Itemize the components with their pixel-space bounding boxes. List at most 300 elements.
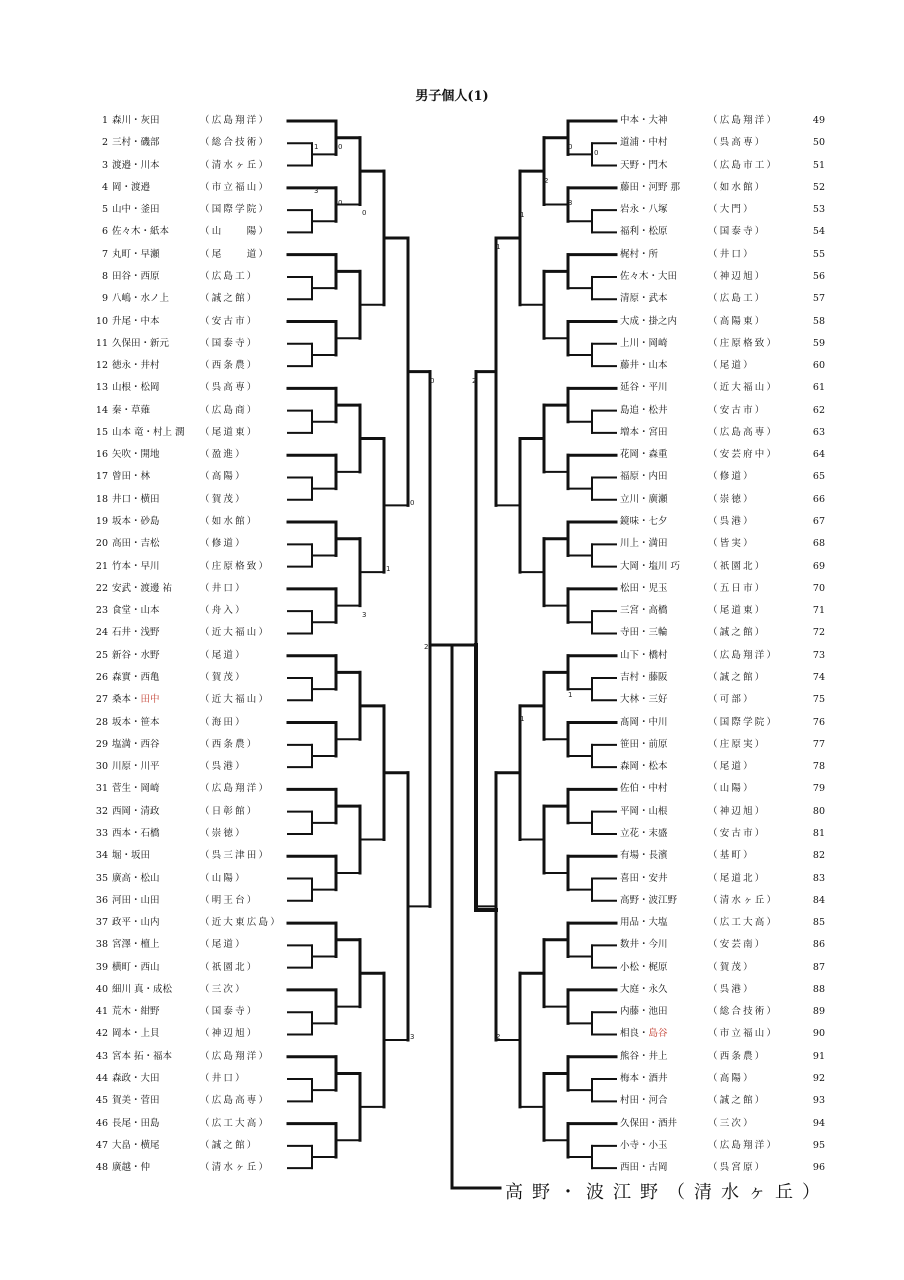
school-name: （誠之館） xyxy=(200,1139,259,1151)
seed-number: 71 xyxy=(812,605,825,617)
seed-number: 18 xyxy=(95,493,108,505)
pair-name: 福利・松原 xyxy=(620,226,668,238)
pair-name: 上川・岡崎 xyxy=(620,337,668,349)
pair-name: 竹本・早川 xyxy=(112,560,160,572)
seed-number: 31 xyxy=(95,783,108,795)
pair-name: 坂本・砂島 xyxy=(112,516,160,528)
school-name: （尾道北） xyxy=(708,872,767,884)
school-name: （安古市） xyxy=(708,827,767,839)
school-name: （清水ヶ丘） xyxy=(200,1162,271,1174)
pair-name: 梅本・酒井 xyxy=(620,1073,668,1085)
seed-number: 46 xyxy=(95,1117,108,1129)
pair-name: 大成・掛之内 xyxy=(620,315,678,327)
seed-number: 66 xyxy=(812,493,825,505)
seed-number: 86 xyxy=(812,939,825,951)
pair-name: 数井・今川 xyxy=(620,939,668,951)
seed-number: 30 xyxy=(95,761,108,773)
score-digit: 0 xyxy=(338,143,343,151)
school-name: （祇園北） xyxy=(200,961,259,973)
seed-number: 23 xyxy=(95,605,108,617)
school-name: （山陽） xyxy=(708,783,755,795)
pair-name: 久保田・新元 xyxy=(112,337,170,349)
seed-number: 92 xyxy=(812,1073,825,1085)
school-name: （清水ヶ丘） xyxy=(200,159,271,171)
school-name: （盈進） xyxy=(200,449,247,461)
seed-number: 59 xyxy=(812,337,825,349)
pair-name: 河田・山田 xyxy=(112,894,160,906)
school-name: （賀茂） xyxy=(708,961,755,973)
school-name: （広島翔洋） xyxy=(708,115,779,126)
score-digit: 1 xyxy=(568,691,573,699)
seed-number: 16 xyxy=(95,449,108,461)
school-name: （広工大高） xyxy=(708,917,779,929)
school-name: （国際学院） xyxy=(200,204,271,216)
pair-name: 矢吹・開地 xyxy=(112,449,160,461)
seed-number: 35 xyxy=(95,872,108,884)
seed-number: 49 xyxy=(812,115,825,126)
pair-name: 安武・渡邊 祐 xyxy=(112,582,173,594)
seed-number: 44 xyxy=(95,1073,108,1085)
school-name: （高陽） xyxy=(708,1073,755,1085)
school-name: （広島翔洋） xyxy=(200,1050,271,1062)
pair-name: 政平・山内 xyxy=(112,917,160,929)
pair-name: 小松・梶原 xyxy=(620,961,668,973)
school-name: （祇園北） xyxy=(708,560,767,572)
pair-name: 西岡・清政 xyxy=(112,805,160,817)
pair-name: 島追・松井 xyxy=(620,404,668,416)
pair-name: 廣越・仲 xyxy=(112,1162,151,1174)
school-name: （崇徳） xyxy=(200,827,247,839)
champion-label: 高野・波江野（清水ヶ丘） xyxy=(505,1182,829,1203)
seed-number: 2 xyxy=(101,137,108,149)
school-name: （日彰館） xyxy=(200,805,259,817)
seed-number: 69 xyxy=(812,560,825,572)
pair-name: 高野・波江野 xyxy=(620,894,678,906)
pair-name: 升尾・中本 xyxy=(112,315,160,327)
school-name: （誠之館） xyxy=(708,672,767,683)
seed-number: 62 xyxy=(812,404,825,416)
pair-name: 内藤・池田 xyxy=(620,1006,668,1018)
pair-name: 山中・釜田 xyxy=(112,204,160,216)
seed-number: 89 xyxy=(812,1006,825,1018)
pair-name: 田谷・西原 xyxy=(112,270,160,282)
seed-number: 56 xyxy=(812,270,825,282)
seed-number: 91 xyxy=(812,1050,825,1062)
school-name: （呉港） xyxy=(200,761,247,773)
pair-name: 佐伯・中村 xyxy=(620,783,668,795)
pair-name: 大岡・塩川 巧 xyxy=(620,560,681,572)
pair-name: 中本・大神 xyxy=(620,115,668,126)
pair-name: 新谷・水野 xyxy=(112,649,160,661)
pair-name: 福原・内田 xyxy=(620,471,668,483)
seed-number: 53 xyxy=(812,204,825,216)
pair-name: 髙岡・中川 xyxy=(620,716,668,728)
school-name: （市立福山） xyxy=(708,1028,779,1040)
pair-name: 荒木・紺野 xyxy=(112,1006,160,1018)
school-name: （井口） xyxy=(200,1073,247,1085)
seed-number: 28 xyxy=(95,716,108,728)
pair-name: 村田・河合 xyxy=(620,1095,668,1107)
pair-name: 立川・廣瀬 xyxy=(620,493,668,505)
score-digit: 0 xyxy=(568,143,573,151)
pair-name: 堀・坂田 xyxy=(112,850,151,862)
score-digit: 2 xyxy=(544,177,549,185)
school-name: （安古市） xyxy=(200,315,259,327)
seed-number: 94 xyxy=(812,1117,825,1129)
pair-name: 大林・三好 xyxy=(620,694,668,706)
school-name: （修道） xyxy=(708,471,755,483)
pair-name: 川原・川平 xyxy=(112,761,160,773)
seed-number: 65 xyxy=(812,471,825,483)
seed-number: 72 xyxy=(812,627,825,639)
school-name: （神辺旭） xyxy=(708,805,767,817)
school-name: （庄原格致） xyxy=(708,337,779,349)
pair-name: 笹田・前原 xyxy=(620,738,668,750)
pair-name: 増本・宮田 xyxy=(620,426,668,438)
school-name: （尾道） xyxy=(708,761,755,773)
seed-number: 95 xyxy=(812,1139,825,1151)
pair-name: 平岡・山根 xyxy=(620,805,668,817)
seed-number: 74 xyxy=(812,672,825,683)
seed-number: 93 xyxy=(812,1095,825,1107)
seed-number: 55 xyxy=(812,248,825,260)
score-digit: 2 xyxy=(496,1033,501,1041)
pair-name: 喜田・安井 xyxy=(620,872,668,884)
seed-number: 39 xyxy=(95,961,108,973)
school-name: （崇徳） xyxy=(708,493,755,505)
school-name: （広島商） xyxy=(200,404,259,416)
seed-number: 1 xyxy=(101,115,108,126)
pair-name: 用品・大塩 xyxy=(620,917,668,929)
pair-name: 曾田・林 xyxy=(112,471,151,483)
school-name: （近大福山） xyxy=(200,627,271,639)
school-name: （広島工） xyxy=(708,293,767,305)
seed-number: 80 xyxy=(812,805,825,817)
seed-number: 4 xyxy=(101,181,108,193)
seed-number: 20 xyxy=(95,538,108,550)
seed-number: 90 xyxy=(812,1028,825,1040)
pair-name: 久保田・酒井 xyxy=(620,1117,678,1129)
pair-name: 山根・松岡 xyxy=(112,382,160,394)
pair-name: 西田・古岡 xyxy=(620,1162,668,1174)
school-name: （安古市） xyxy=(708,404,767,416)
school-name: （賀茂） xyxy=(200,493,247,505)
score-digit: 2 xyxy=(472,377,477,385)
school-name: （誠之館） xyxy=(708,1095,767,1107)
pair-name: 宮澤・檀上 xyxy=(112,939,160,951)
school-name: （誠之館） xyxy=(200,293,259,305)
score-digit: 0 xyxy=(410,499,415,507)
pair-name: 道浦・中村 xyxy=(620,137,668,149)
pair-name: 佐々木・紙本 xyxy=(112,226,170,238)
pair-name: 丸町・早瀬 xyxy=(112,248,160,260)
seed-number: 61 xyxy=(812,382,825,394)
school-name: （西条農） xyxy=(708,1050,767,1062)
seed-number: 84 xyxy=(812,894,825,906)
school-name: （国泰寺） xyxy=(200,1006,259,1018)
seed-number: 15 xyxy=(95,426,108,438)
pair-name: 桑本・田中 xyxy=(112,694,160,706)
pair-name: 梶村・所 xyxy=(620,248,659,260)
school-name: （五日市） xyxy=(708,582,767,594)
score-digit: 3 xyxy=(410,1033,415,1041)
pair-name: 花岡・森重 xyxy=(620,449,668,461)
school-name: （西条農） xyxy=(200,360,259,372)
school-name: （広島翔洋） xyxy=(200,783,271,795)
school-name: （尾道） xyxy=(708,360,755,372)
school-name: （広島翔洋） xyxy=(708,1139,779,1151)
score-digit: 2 xyxy=(424,643,429,651)
seed-number: 51 xyxy=(812,159,825,171)
pair-name: 相良・島谷 xyxy=(620,1028,668,1040)
school-name: （皆実） xyxy=(708,538,755,550)
school-name: （近大福山） xyxy=(200,694,271,706)
seed-number: 34 xyxy=(95,850,108,862)
school-name: （広島翔洋） xyxy=(708,649,779,661)
seed-number: 96 xyxy=(812,1162,825,1174)
school-name: （海田） xyxy=(200,716,247,728)
seed-number: 64 xyxy=(812,449,825,461)
seed-number: 50 xyxy=(812,137,825,149)
seed-number: 29 xyxy=(95,738,108,750)
seed-number: 73 xyxy=(812,649,825,661)
seed-number: 32 xyxy=(95,805,108,817)
seed-number: 6 xyxy=(101,226,108,238)
seed-number: 21 xyxy=(95,560,108,572)
seed-number: 41 xyxy=(95,1006,108,1018)
school-name: （安芸府中） xyxy=(708,449,779,461)
pair-name: 食堂・山本 xyxy=(112,605,160,617)
seed-number: 45 xyxy=(95,1095,108,1107)
pair-name-highlight: 島谷 xyxy=(648,1028,668,1040)
score-digit: 0 xyxy=(362,209,367,217)
school-name: （井口） xyxy=(200,582,247,594)
pair-name: 天野・門木 xyxy=(620,159,668,171)
score-digit: 0 xyxy=(594,149,599,157)
seed-number: 17 xyxy=(95,471,108,483)
seed-number: 87 xyxy=(812,961,825,973)
school-name: （呉三津田） xyxy=(200,850,271,862)
pair-name: 藤井・山本 xyxy=(620,360,668,372)
pair-name: 横町・西山 xyxy=(112,961,160,973)
school-name: （大門） xyxy=(708,204,755,216)
seed-number: 76 xyxy=(812,716,825,728)
pair-name: 三宮・高橋 xyxy=(620,605,668,617)
pair-name: 吉村・藤阪 xyxy=(620,672,668,683)
seed-number: 14 xyxy=(95,404,108,416)
pair-name: 鏡味・七夕 xyxy=(620,516,668,528)
pair-name: 井口・横田 xyxy=(112,493,160,505)
school-name: （広島高専） xyxy=(708,426,779,438)
school-name: （清水ヶ丘） xyxy=(708,894,779,906)
pair-name: 立花・末盛 xyxy=(620,827,668,839)
pair-name: 坂本・笹本 xyxy=(112,716,160,728)
pair-name: 高田・吉松 xyxy=(112,538,160,550)
score-digit: 0 xyxy=(338,199,343,207)
school-name: （尾道） xyxy=(200,939,247,951)
pair-name: 小寺・小玉 xyxy=(620,1139,668,1151)
pair-name: 細川 真・成松 xyxy=(112,983,173,995)
pair-name: 三村・磯部 xyxy=(112,137,160,149)
pair-name: 森岡・松本 xyxy=(620,761,668,773)
school-name: （総合技術） xyxy=(708,1006,779,1018)
pair-name: 岩永・八塚 xyxy=(620,204,668,216)
seed-number: 5 xyxy=(101,204,108,216)
seed-number: 11 xyxy=(95,337,108,349)
pair-name: 松田・児玉 xyxy=(620,582,668,594)
seed-number: 42 xyxy=(95,1028,108,1040)
school-name: （庄原格致） xyxy=(200,560,271,572)
pair-name: 清原・武本 xyxy=(620,293,668,305)
school-name: （広島市工） xyxy=(708,159,779,171)
seed-number: 83 xyxy=(812,872,825,884)
score-digit: 3 xyxy=(568,199,573,207)
school-name: （国際学院） xyxy=(708,716,779,728)
pair-name: 熊谷・井上 xyxy=(620,1050,668,1062)
school-name: （呉宮原） xyxy=(708,1162,767,1174)
school-name: （呉港） xyxy=(708,516,755,528)
pair-name: 山下・橋村 xyxy=(620,649,668,661)
pair-name: 岡本・上貝 xyxy=(112,1028,160,1040)
pair-name: 森實・西亀 xyxy=(112,672,160,683)
pair-name: 塩満・西谷 xyxy=(112,738,160,750)
school-name: （基町） xyxy=(708,850,755,862)
pair-name-highlight: 田中 xyxy=(140,694,160,706)
seed-number: 67 xyxy=(812,516,825,528)
pair-name: 廣高・松山 xyxy=(112,872,160,884)
seed-number: 27 xyxy=(95,694,108,706)
school-name: （如水館） xyxy=(200,516,259,528)
seed-number: 82 xyxy=(812,850,825,862)
pair-name: 山本 竜・村上 潤 xyxy=(112,426,185,438)
school-name: （三次） xyxy=(708,1117,755,1129)
school-name: （賀茂） xyxy=(200,672,247,683)
pair-name: 岡・渡邉 xyxy=(112,181,151,193)
school-name: （神辺旭） xyxy=(200,1028,259,1040)
pair-name: 藤田・河野 那 xyxy=(620,181,681,193)
pair-name: 賀美・菅田 xyxy=(112,1095,160,1107)
seed-number: 25 xyxy=(95,649,108,661)
school-name: （神辺旭） xyxy=(708,270,767,282)
pair-name: 西本・石橋 xyxy=(112,827,160,839)
school-name: （高陽） xyxy=(200,471,247,483)
pair-name: 菅生・岡崎 xyxy=(112,783,160,795)
school-name: （国泰寺） xyxy=(708,226,767,238)
school-name: （呉高専） xyxy=(708,137,767,149)
pair-name: 大庭・永久 xyxy=(620,983,668,995)
school-name: （安芸南） xyxy=(708,939,767,951)
score-digit: 3 xyxy=(314,187,319,195)
pair-name: 渡邉・川本 xyxy=(112,159,160,171)
school-name: （近大福山） xyxy=(708,382,779,394)
school-name: （修道） xyxy=(200,538,247,550)
school-name: （広工大高） xyxy=(200,1117,271,1129)
score-digit: 1 xyxy=(520,715,525,723)
school-name: （井口） xyxy=(708,248,755,260)
seed-number: 68 xyxy=(812,538,825,550)
school-name: （市立福山） xyxy=(200,181,271,193)
pair-name: 延谷・平川 xyxy=(620,382,668,394)
school-name: （可部） xyxy=(708,694,755,706)
seed-number: 38 xyxy=(95,939,108,951)
seed-number: 63 xyxy=(812,426,825,438)
pair-name: 八嶋・水ノ上 xyxy=(112,293,170,305)
score-digit: 0 xyxy=(430,377,435,385)
seed-number: 10 xyxy=(95,315,108,327)
seed-number: 22 xyxy=(95,582,108,594)
pair-name: 宮本 拓・福本 xyxy=(112,1050,173,1062)
seed-number: 26 xyxy=(95,672,108,683)
seed-number: 78 xyxy=(812,761,825,773)
school-name: （国泰寺） xyxy=(200,337,259,349)
seed-number: 57 xyxy=(812,293,825,305)
seed-number: 48 xyxy=(95,1162,108,1174)
score-digit: 1 xyxy=(520,211,525,219)
school-name: （西条農） xyxy=(200,738,259,750)
seed-number: 70 xyxy=(812,582,825,594)
seed-number: 52 xyxy=(812,181,825,193)
score-digit: 1 xyxy=(386,565,391,573)
score-digit: 1 xyxy=(314,143,319,151)
school-name: （広島高専） xyxy=(200,1095,271,1107)
seed-number: 3 xyxy=(101,159,108,171)
school-name: （高陽東） xyxy=(708,315,767,327)
school-name: （広島工） xyxy=(200,270,259,282)
school-name: （呉港） xyxy=(708,983,755,995)
school-name: （山陽） xyxy=(200,872,247,884)
seed-number: 36 xyxy=(95,894,108,906)
seed-number: 12 xyxy=(95,360,108,372)
school-name: （総合技術） xyxy=(200,137,271,149)
school-name: （呉高専） xyxy=(200,382,259,394)
school-name: （山 陽） xyxy=(200,226,271,238)
pair-name: 森政・大田 xyxy=(112,1073,160,1085)
school-name: （近大東広島） xyxy=(200,917,282,929)
school-name: （誠之館） xyxy=(708,627,767,639)
seed-number: 24 xyxy=(95,627,108,639)
seed-number: 37 xyxy=(95,917,108,929)
seed-number: 13 xyxy=(95,382,108,394)
school-name: （庄原実） xyxy=(708,738,767,750)
page-title: 男子個人(1) xyxy=(415,89,489,104)
school-name: （広島翔洋） xyxy=(200,115,271,126)
pair-name: 川上・満田 xyxy=(620,538,668,550)
school-name: （三次） xyxy=(200,983,247,995)
school-name: （尾道東） xyxy=(200,426,259,438)
seed-number: 43 xyxy=(95,1050,108,1062)
seed-number: 33 xyxy=(95,827,108,839)
seed-number: 9 xyxy=(101,293,108,305)
pair-name: 長尾・田島 xyxy=(112,1117,160,1129)
school-name: （明王台） xyxy=(200,894,259,906)
score-digit: 3 xyxy=(362,611,367,619)
seed-number: 54 xyxy=(812,226,825,238)
school-name: （舟入） xyxy=(200,605,247,617)
seed-number: 85 xyxy=(812,917,825,929)
seed-number: 75 xyxy=(812,694,825,706)
seed-number: 88 xyxy=(812,983,825,995)
pair-name: 佐々木・大田 xyxy=(620,270,678,282)
school-name: （如水館） xyxy=(708,181,767,193)
school-name: （尾道東） xyxy=(708,605,767,617)
seed-number: 7 xyxy=(101,248,108,260)
seed-number: 77 xyxy=(812,738,825,750)
pair-name: 徳永・井村 xyxy=(112,360,160,372)
seed-number: 81 xyxy=(812,827,825,839)
seed-number: 47 xyxy=(95,1139,108,1151)
seed-number: 40 xyxy=(95,983,108,995)
seed-number: 8 xyxy=(101,270,108,282)
